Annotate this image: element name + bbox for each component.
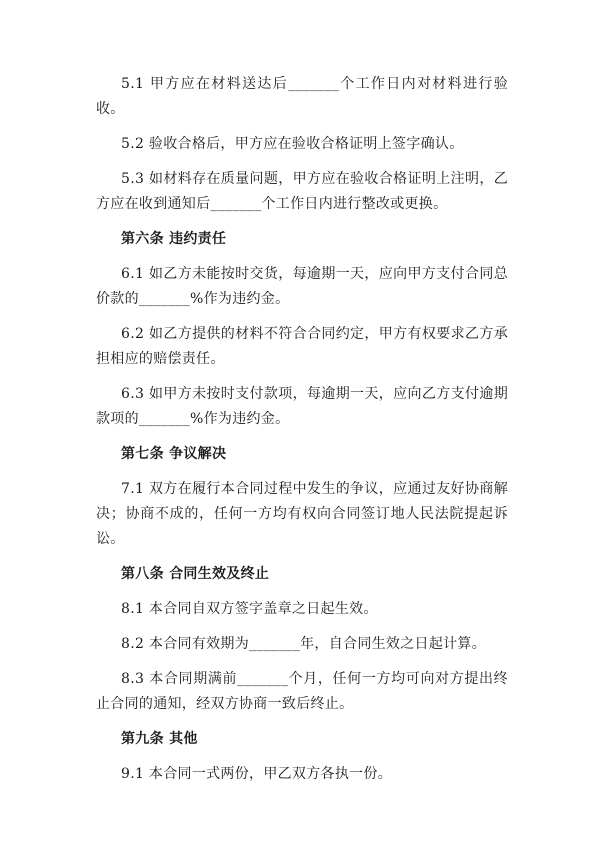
clause-6-1: 6.1 如乙方未能按时交货，每逾期一天，应向甲方支付合同总价款的_______%作为违约金。 (96, 266, 508, 307)
clause-5-3: 5.3 如材料存在质量问题，甲方应在验收合格证明上注明，乙方应在收到通知后_______个工作日内进行整改或更换。 (96, 171, 508, 212)
section-heading-article-8: 第八条 合同生效及终止 (121, 566, 270, 582)
clause-7-1: 7.1 双方在履行本合同过程中发生的争议，应通过友好协商解决；协商不成的，任何一方均有权向合同签订地人民法院提起诉讼。 (96, 481, 508, 547)
clause-6-2: 6.2 如乙方提供的材料不符合合同约定，甲方有权要求乙方承担相应的赔偿责任。 (96, 326, 508, 367)
section-heading-article-7: 第七条 争议解决 (121, 446, 227, 462)
clause-5-1: 5.1 甲方应在材料送达后_______个工作日内对材料进行验收。 (96, 76, 508, 117)
clause-8-2: 8.2 本合同有效期为_______年，自合同生效之日起计算。 (121, 636, 487, 652)
clause-8-3: 8.3 本合同期满前_______个月，任何一方均可向对方提出终止合同的通知，经双方协商一致后终止。 (96, 671, 508, 712)
section-heading-article-9: 第九条 其他 (121, 731, 198, 747)
clause-8-1: 8.1 本合同自双方签字盖章之日起生效。 (121, 601, 378, 617)
clause-5-2: 5.2 验收合格后，甲方应在验收合格证明上签字确认。 (121, 136, 464, 152)
clause-6-3: 6.3 如甲方未按时支付款项，每逾期一天，应向乙方支付逾期款项的_______%作为违约金。 (96, 386, 508, 427)
clause-9-1: 9.1 本合同一式两份，甲乙双方各执一份。 (121, 766, 393, 782)
section-heading-article-6: 第六条 违约责任 (121, 231, 227, 247)
document-body (96, 72, 508, 797)
